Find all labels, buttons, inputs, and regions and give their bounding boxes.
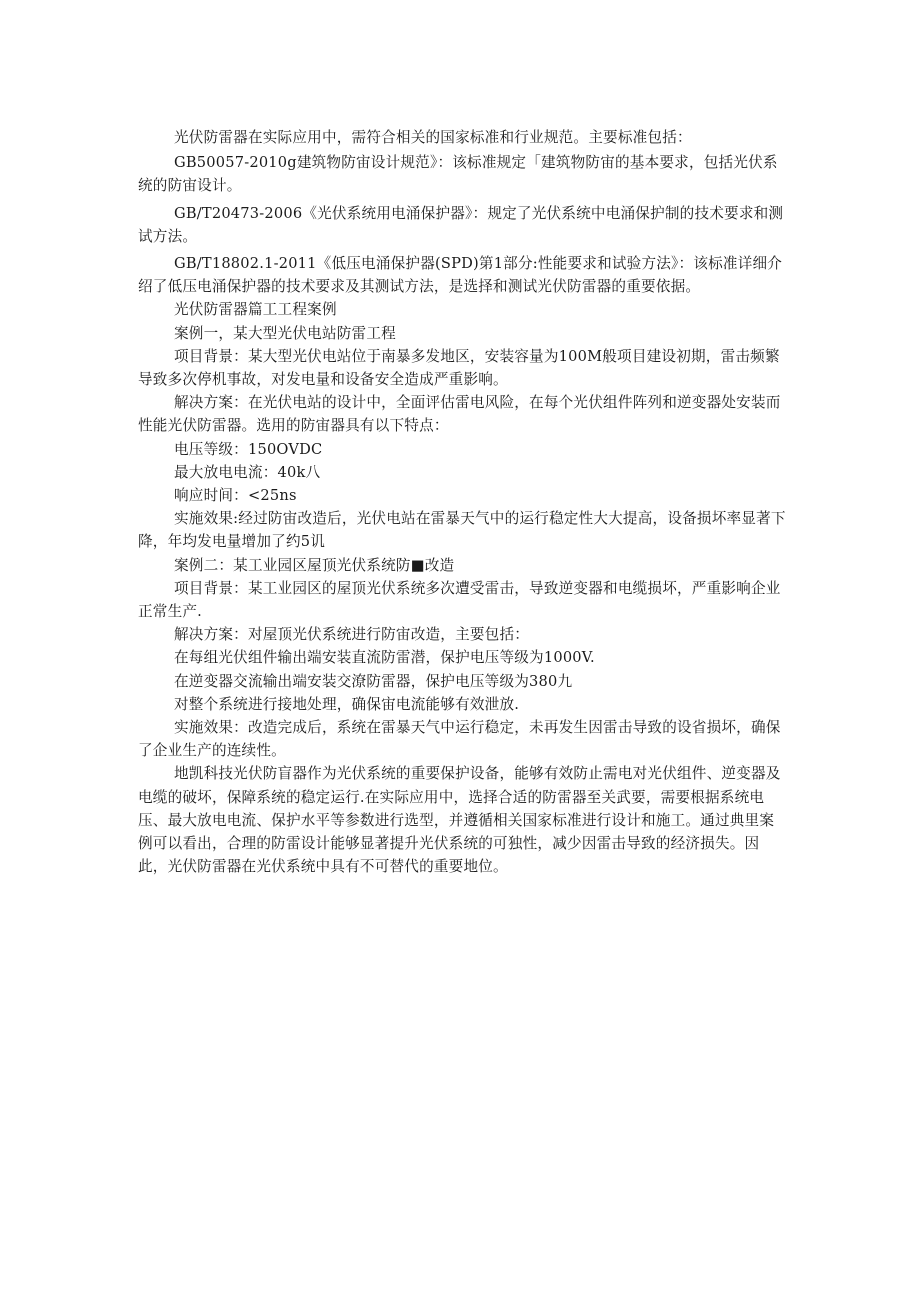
case-two-background: 项目背景：某工业园区的屋顶光伏系统多次遭受雷击，导致逆变器和电缆损坏，严重影响企业正常生产. (138, 579, 781, 621)
paragraph-standard-gbt18802: GB/T18802.1-2011《低压电涌保护器(SPD)第1部分:性能要求和试验方法》：该标准详细介绍了低压电涌保护器的技术要求及其测试方法，是选择和测试光伏防雷器的重要依据。 (138, 255, 783, 296)
spec-max-discharge-current: 最大放电电流：40k八 (174, 463, 321, 481)
case-two-measure-grounding: 对整个系统进行接地处理，确保宙电流能够有效泄放. (174, 695, 520, 713)
case-two-measure-ac: 在逆变器交流输出端安装交潦防雷器，保护电压等级为380九 (174, 672, 573, 690)
paragraph-standard-gbt20473: GB/T20473-2006《光伏系统用电涌保护器》：规定了光伏系统中电涌保护制的技术要求和测试方法。 (138, 204, 784, 245)
paragraph-standards-intro: 光伏防雷器在实际应用中，需符合相关的国家标准和行业规范。主要标准包括： (174, 129, 692, 146)
section-heading-cases: 光伏防雷器篇工工程案例 (174, 301, 337, 319)
conclusion-paragraph: 地凯科技光伏防盲器作为光伏系统的重要保护设备，能够有效防止需电对光伏组件、逆变器及电缆的破坏，保障系统的稳定运行.在实际应用中，选择合适的防雷器至关武要，需要根据系统电压、最大放电电流、保护水平等参数进行选型，并遵循相关国家标准进行设计和施工。通过典里案例可以看出，合理的防雷设计能够显著提升光伏系统的可独性，减少因雷击导致的经济损失。因此，光伏防雷器在光伏系统中具有不可替代的重要地位。 (138, 765, 781, 876)
case-two-measure-dc: 在每组光伏组件输出端安装直流防雷潜，保护电压等级为1000V. (174, 649, 595, 667)
case-one-solution: 解决方案：在光伏电站的设计中，全面评估雷电风险，在每个光伏组件阵列和逆变器处安装而性能光伏防雷器。选用的防宙器具有以下特点： (138, 394, 781, 435)
case-two-title: 案例二：某工业园区屋顶光伏系统防■改造 (174, 556, 455, 574)
paragraph-standard-gb50057: GB50057-2010g建筑物防宙设计规范》：该标准规定「建筑物防宙的基本要求，包括光伏系统的防宙设计。 (138, 154, 778, 195)
case-one-title: 案例一，某大型光伏电站防雷工程 (174, 324, 396, 342)
spec-response-time: 响应时间：<25ns (174, 487, 297, 505)
case-one-background: 项目背景：某大型光伏电站位于南暴多发地区，安装容量为100M般项目建设初期，雷击频繁导致多次停机事故，对发电量和设备安全造成严重影响。 (138, 347, 780, 389)
document-body (138, 126, 786, 879)
case-one-result: 实施效果:经过防宙改造后，光伏电站在雷暴天气中的运行稳定性大大提高，设备损坏率显著下降，年均发电量增加了约5讥 (138, 510, 786, 551)
case-two-result: 实施效果：改造完成后，系统在雷暴天气中运行稳定，未再发生因雷击导致的设省损坏，确保了企业生产的连续性。 (138, 719, 781, 760)
case-two-solution: 解决方案：对屋顶光伏系统进行防宙改造，主要包括： (174, 626, 530, 644)
spec-voltage-level: 电压等级：150OVDC (174, 440, 323, 458)
